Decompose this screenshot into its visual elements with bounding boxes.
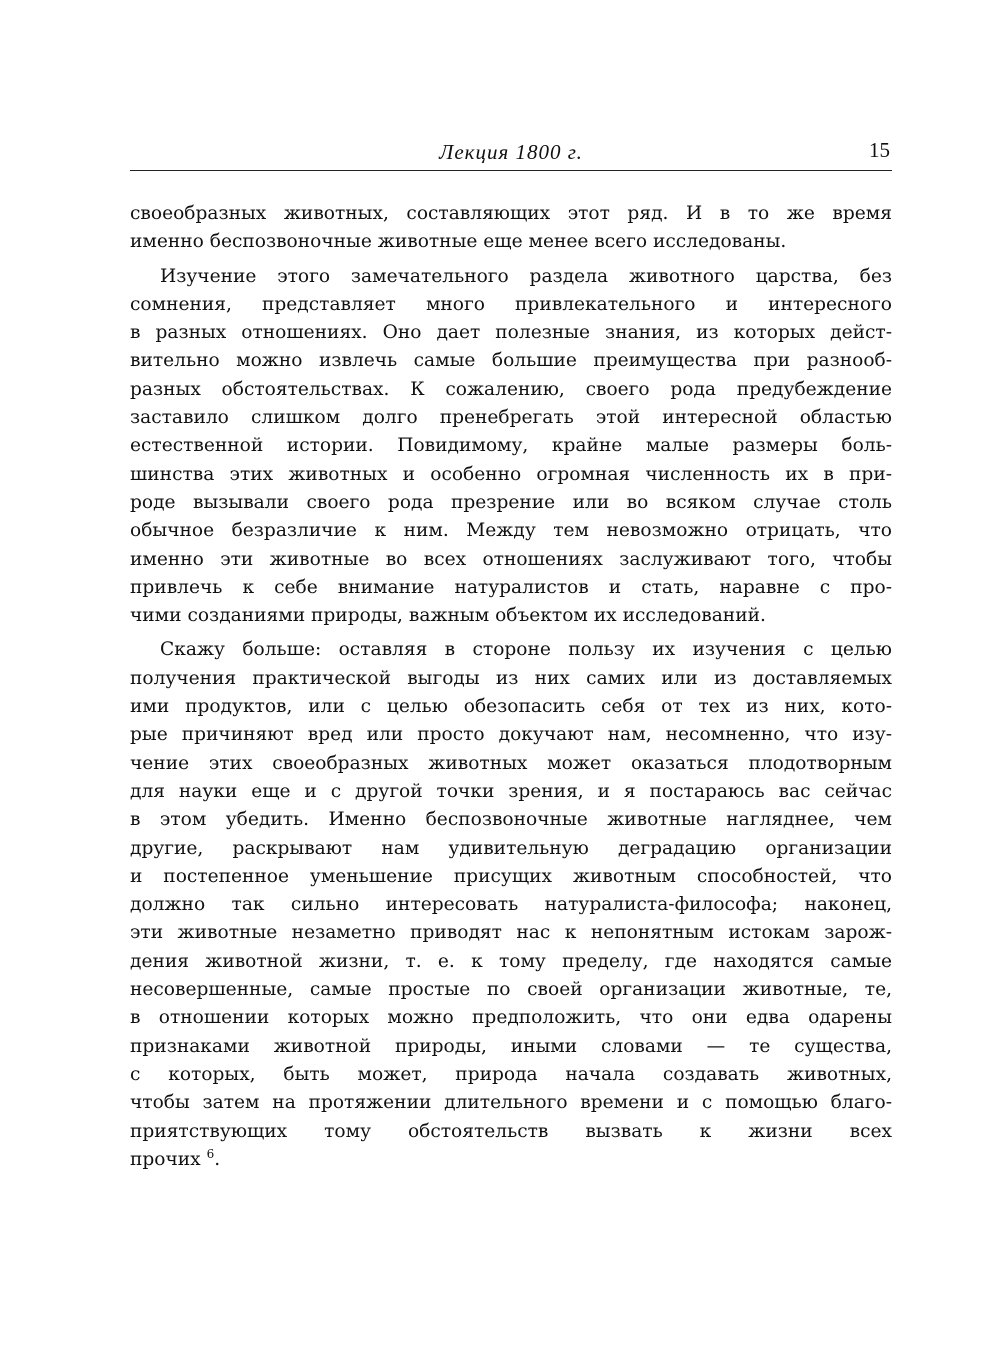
text-line: другие, раскрывают нам удивительную деградацию организации [130, 837, 892, 859]
text-line: рые причиняют вред или просто докучают нам, несомненно, что изу- [130, 724, 892, 746]
text-line: роде вызывали своего рода презрение или во всяком случае столь [130, 491, 892, 513]
text-line: получения практической выгоды из них самих или из доставляемых [130, 667, 892, 689]
paragraph-invertebrates-study [130, 263, 892, 631]
text-line: именно эти животные во всех отношениях заслуживают того, чтобы [130, 548, 892, 570]
running-title: Лекция 1800 г. [439, 140, 583, 164]
final-word: прочих [130, 1148, 201, 1170]
text-line: дения животной жизни, т. е. к тому пределу, где находятся самые [130, 950, 892, 972]
text-line: признаками животной природы, иными словами — те существа, [130, 1035, 892, 1057]
text-line: сомнения, представляет много привлекательного и интересного [130, 293, 892, 315]
text-line: обычное безразличие к ним. Между тем невозможно отрицать, что [130, 520, 892, 542]
footnote-reference[interactable]: 6 [206, 1146, 215, 1161]
text-line: с которых, быть может, природа начала создавать животных, [130, 1063, 892, 1085]
text-line: именно беспозвоночные животные еще менее всего исследованы. [130, 231, 787, 253]
text-line: Изучение этого замечательного раздела животного царства, без [160, 265, 892, 287]
text-line: и постепенное уменьшение присущих животным способностей, что [130, 865, 892, 887]
text-line: чтобы затем на протяжении длительного времени и с помощью благо- [130, 1092, 892, 1114]
text-line: шинства этих животных и особенно огромная численность их в при- [130, 463, 892, 485]
text-line: эти животные незаметно приводят нас к непонятным истокам зарож- [130, 922, 892, 944]
text-line: естественной истории. Повидимому, крайне малые размеры боль- [130, 435, 892, 457]
text-line: своеобразных животных, составляющих этот ряд. И в то же время [130, 203, 892, 224]
text-line: разных обстоятельствах. К сожалению, своего рода предубеждение [130, 378, 892, 400]
text-line: чими созданиями природы, важным объектом их исследований. [130, 605, 766, 627]
text-line: в отношении которых можно предположить, что они едва одарены [130, 1007, 892, 1029]
text-line: вительно можно извлечь самые большие преимущества при разнооб- [130, 350, 892, 372]
text-line: должно так сильно интересовать натуралиста-философа; наконец, [130, 894, 892, 916]
text-line: чение этих своеобразных животных может оказаться плодотворным [130, 752, 892, 774]
text-line: несовершенные, самые простые по своей организации животные, те, [130, 979, 892, 1001]
paragraph-degradation [130, 636, 892, 1174]
body-text [130, 200, 892, 1174]
text-line: привлечь к себе внимание натуралистов и стать, наравне с про- [130, 576, 892, 598]
text-line: приятствующих тому обстоятельств вызвать к жизни всех [130, 1120, 892, 1142]
text-line: в разных отношениях. Оно дает полезные знания, из которых дейст- [130, 322, 892, 344]
final-punctuation: . [214, 1148, 221, 1170]
running-header [130, 136, 892, 171]
text-line: заставило слишком долго пренебрегать этой интересной областью [130, 407, 892, 429]
text-line: ими продуктов, или с целью обезопасить себя от тех из них, кото- [130, 696, 892, 718]
text-line: для науки еще и с другой точки зрения, и я постараюсь вас сейчас [130, 780, 892, 802]
page-number: 15 [869, 138, 890, 162]
text-line-final [130, 1146, 892, 1174]
text-line: Скажу больше: оставляя в стороне пользу их изучения с целью [160, 639, 892, 661]
paragraph-continuation [130, 200, 892, 257]
text-line: в этом убедить. Именно беспозвоночные животные нагляднее, чем [130, 809, 892, 831]
